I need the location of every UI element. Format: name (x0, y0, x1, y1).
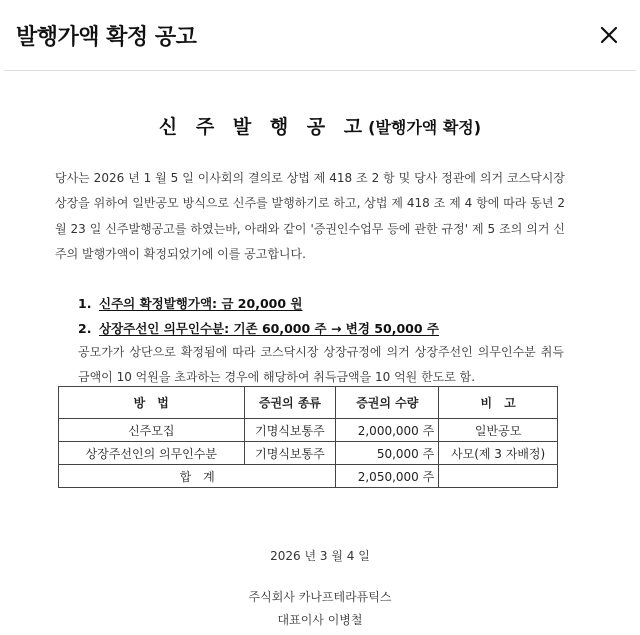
table-cell: 신주모집 (59, 419, 245, 442)
table-total-row (59, 465, 558, 488)
table-cell: 일반공모 (439, 419, 558, 442)
total-quantity: 2,050,000 주 (336, 465, 439, 488)
close-button[interactable] (596, 22, 622, 48)
notice-item-2 (78, 319, 439, 337)
item-text: 상장주선인 의무인수분: 기존 60,000 주 → 변경 50,000 주 (99, 321, 439, 336)
table-row (59, 419, 558, 442)
dialog-title: 발행가액 확정 공고 (16, 25, 197, 50)
table-cell: 50,000 주 (336, 442, 439, 465)
notice-title-main: 신 주 발 행 공 고 (158, 116, 369, 138)
table-row (59, 442, 558, 465)
notice-item-1 (78, 294, 302, 312)
table-header-cell: 증권의 종류 (244, 387, 336, 419)
table-cell: 사모(제 3 자배정) (439, 442, 558, 465)
ceo-name: 대표이사 이병철 (277, 613, 363, 627)
table-cell: 상장주선인의 의무인수분 (59, 442, 245, 465)
notice-title (0, 112, 640, 139)
table-header-cell: 증권의 수량 (336, 387, 439, 419)
total-remark (439, 465, 558, 488)
item-number: 2. (78, 321, 92, 336)
notice-title-sub: (발행가액 확정) (368, 118, 482, 137)
notice-note: 공모가가 상단으로 확정됨에 따라 코스닥시장 상장규정에 의거 상장주선인 의무인수분 취득금액이 10 억원을 초과하는 경우에 해당하여 취득금액을 10 억원 한도로 함. (78, 345, 564, 384)
header-divider (4, 70, 636, 71)
close-icon (596, 22, 622, 48)
table-cell: 2,000,000 주 (336, 419, 439, 442)
table-header-cell: 방 법 (59, 387, 245, 419)
notice-paragraph: 당사는 2026 년 1 월 5 일 이사회의 결의로 상법 제 418 조 2 항 및 당사 정관에 의거 코스닥시장 상장을 위하여 일반공모 방식으로 신주를 발행하기로 하고, 상법 제 418 조 제 4 항에 따라 동년 2 월 23 일 신주발행공고를 하였는바, 아래와 같이 '증권인수업무 등에 관한 규정' 제 5 조의 의거 신주의 발행가액이 확정되었기에 이를 공고합니다. (55, 171, 565, 261)
notice-date: 2026 년 3 월 4 일 (270, 549, 370, 563)
table-cell: 기명식보통주 (244, 442, 336, 465)
table-header-cell: 비 고 (439, 387, 558, 419)
item-number: 1. (78, 296, 92, 311)
allocation-table (58, 386, 558, 488)
company-name: 주식회사 카나프테라퓨틱스 (248, 590, 392, 604)
dialog-header (0, 0, 640, 70)
item-text: 신주의 확정발행가액: 금 20,000 원 (99, 296, 303, 311)
table-header-row (59, 387, 558, 419)
total-label: 합 계 (59, 465, 336, 488)
table-cell: 기명식보통주 (244, 419, 336, 442)
